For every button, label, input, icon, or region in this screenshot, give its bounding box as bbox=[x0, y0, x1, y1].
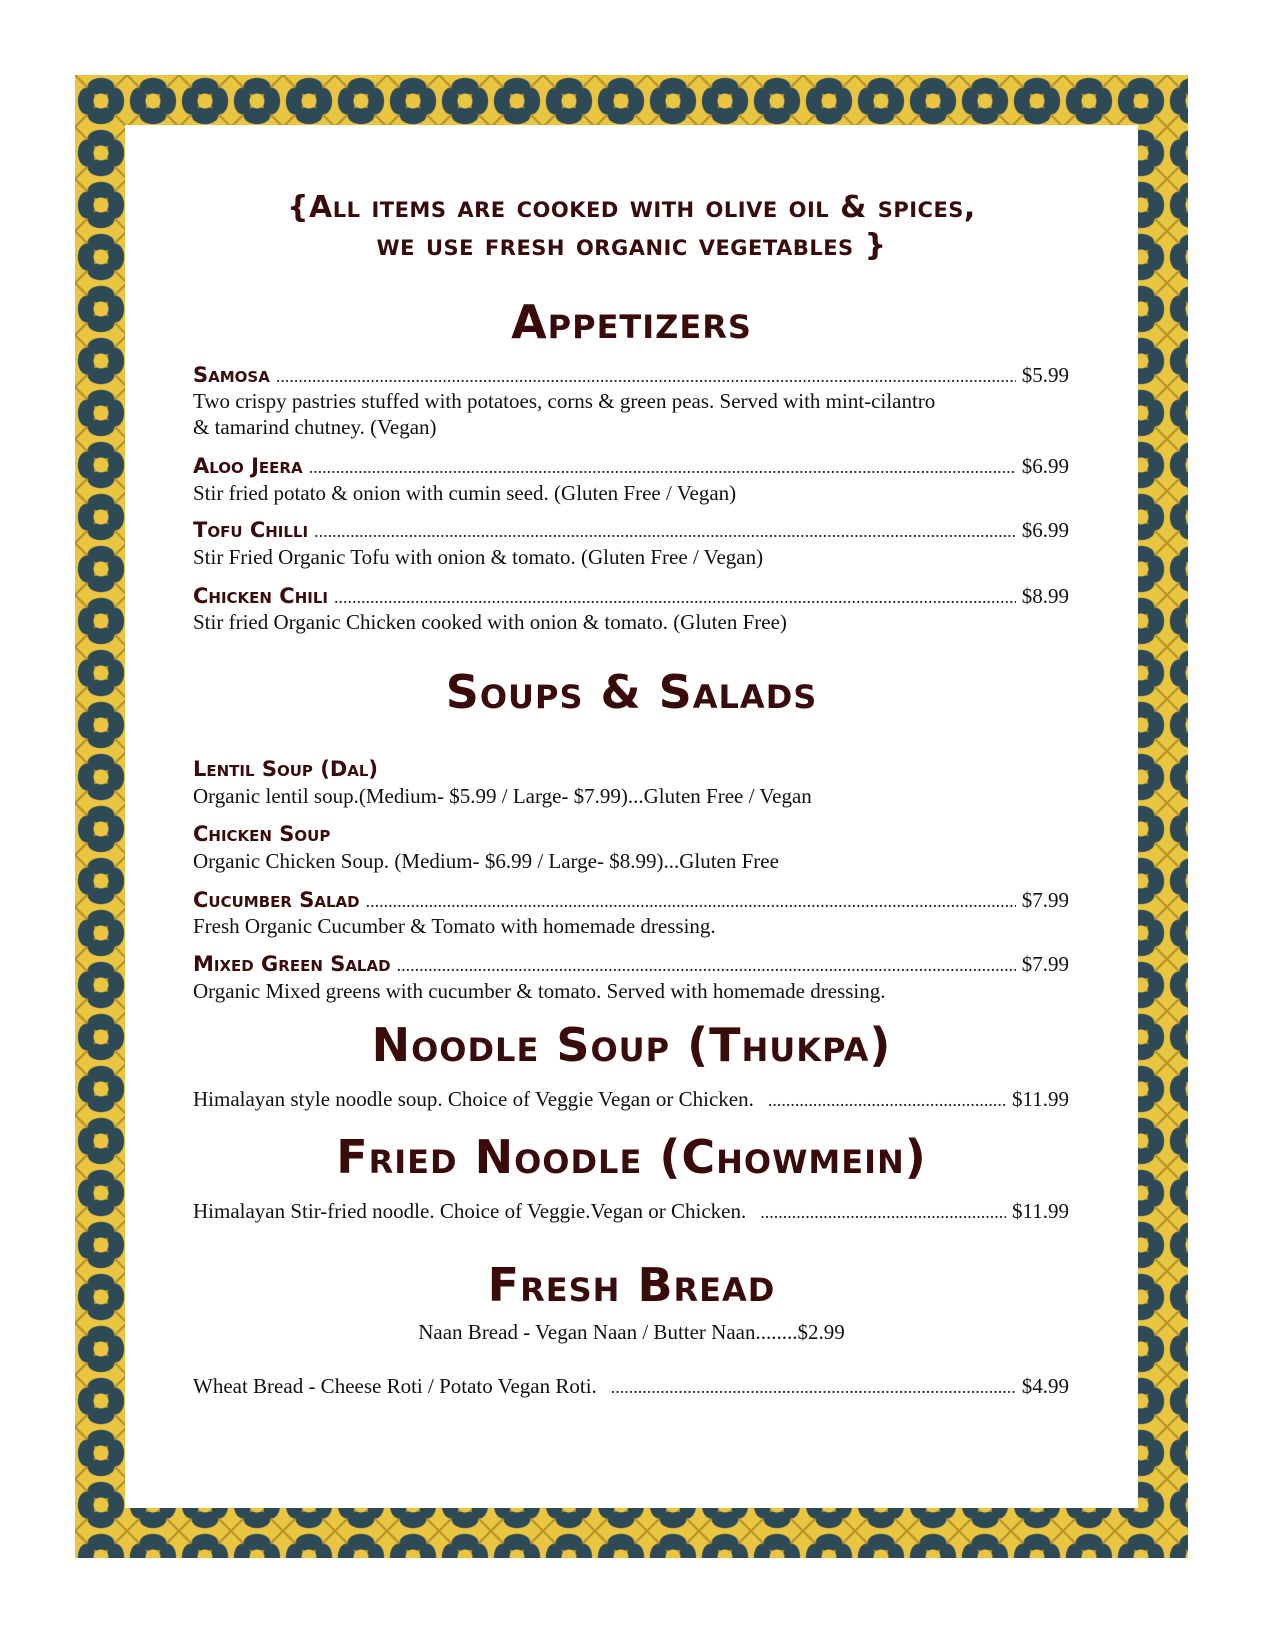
item-name: Lentil Soup (Dal) bbox=[193, 757, 379, 781]
fried-noodle-heading: Fried Noodle (Chowmein) bbox=[336, 1130, 927, 1184]
item-name: Samosa bbox=[193, 363, 270, 387]
menu-item-chowmein bbox=[193, 1199, 1069, 1224]
item-price: $7.99 bbox=[1021, 952, 1069, 976]
item-price: $11.99 bbox=[1012, 1087, 1069, 1111]
description-line: & tamarind chutney. (Vegan) bbox=[193, 415, 437, 439]
item-description: Organic lentil soup.(Medium- $5.99 / Large- $7.99)...Gluten Free / Vegan bbox=[193, 784, 812, 808]
item-description: Organic Chicken Soup. (Medium- $6.99 / Large- $8.99)...Gluten Free bbox=[193, 849, 779, 873]
item-name: Tofu Chilli bbox=[193, 518, 309, 542]
item-text: Wheat Bread - Cheese Roti / Potato Vegan Roti. bbox=[193, 1374, 597, 1398]
dot-leader bbox=[768, 1090, 1006, 1111]
fresh-bread-heading: Fresh Bread bbox=[487, 1258, 776, 1312]
item-name: Chicken Soup bbox=[193, 822, 331, 846]
item-price: $6.99 bbox=[1021, 518, 1069, 542]
soups-salads-heading: Soups & Salads bbox=[445, 665, 818, 719]
menu-item-lentil-soup bbox=[193, 757, 1069, 781]
item-name: Cucumber Salad bbox=[193, 888, 360, 912]
menu-item-aloo-jeera bbox=[193, 454, 1069, 479]
note-line-1: {All items are cooked with olive oil & spices, bbox=[287, 190, 976, 225]
note-line-2: we use fresh organic vegetables } bbox=[376, 228, 887, 263]
dot-leader bbox=[760, 1202, 1006, 1223]
menu-item-samosa bbox=[193, 363, 1069, 388]
item-price: $8.99 bbox=[1021, 584, 1069, 608]
item-text: Himalayan Stir-fried noodle. Choice of Veggie.Vegan or Chicken. bbox=[193, 1199, 747, 1223]
item-price: $5.99 bbox=[1021, 363, 1069, 387]
item-name: Mixed Green Salad bbox=[193, 952, 391, 976]
item-description: Stir fried Organic Chicken cooked with onion & tomato. (Gluten Free) bbox=[193, 610, 787, 634]
item-price: $4.99 bbox=[1021, 1374, 1069, 1398]
menu-item-thukpa bbox=[193, 1087, 1069, 1112]
item-price: $7.99 bbox=[1021, 888, 1069, 912]
dot-leader bbox=[334, 587, 1016, 608]
item-price: $6.99 bbox=[1021, 454, 1069, 478]
description-line: Two crispy pastries stuffed with potatoes, corns & green peas. Served with mint-cilantro bbox=[193, 389, 936, 413]
item-text: Himalayan style noodle soup. Choice of Veggie Vegan or Chicken. bbox=[193, 1087, 754, 1111]
menu-item-tofu-chilli bbox=[193, 518, 1069, 543]
dot-leader bbox=[397, 955, 1016, 976]
menu-item-chicken-chili bbox=[193, 584, 1069, 609]
menu-item-chicken-soup bbox=[193, 822, 1069, 846]
dot-leader bbox=[611, 1377, 1016, 1398]
item-name: Aloo Jeera bbox=[193, 454, 303, 478]
dot-leader bbox=[309, 457, 1016, 478]
item-description: Stir fried potato & onion with cumin seed. (Gluten Free / Vegan) bbox=[193, 481, 737, 505]
item-description bbox=[193, 388, 1013, 440]
item-price: $11.99 bbox=[1012, 1199, 1069, 1223]
appetizers-heading: Appetizers bbox=[511, 295, 752, 349]
menu-item-wheat-bread bbox=[193, 1374, 1069, 1399]
menu-item-cucumber-salad bbox=[193, 888, 1069, 913]
dot-leader bbox=[276, 366, 1016, 387]
dot-leader bbox=[314, 521, 1016, 542]
menu-item-mixed-green-salad bbox=[193, 952, 1069, 977]
item-description: Fresh Organic Cucumber & Tomato with homemade dressing. bbox=[193, 914, 716, 938]
item-description: Organic Mixed greens with cucumber & tomato. Served with homemade dressing. bbox=[193, 979, 886, 1003]
item-name: Chicken Chili bbox=[193, 584, 328, 608]
noodle-soup-heading: Noodle Soup (Thukpa) bbox=[371, 1018, 892, 1072]
dot-leader bbox=[366, 891, 1016, 912]
menu-item-naan: Naan Bread - Vegan Naan / Butter Naan........$2.99 bbox=[418, 1320, 845, 1344]
item-description: Stir Fried Organic Tofu with onion & tomato. (Gluten Free / Vegan) bbox=[193, 545, 764, 569]
